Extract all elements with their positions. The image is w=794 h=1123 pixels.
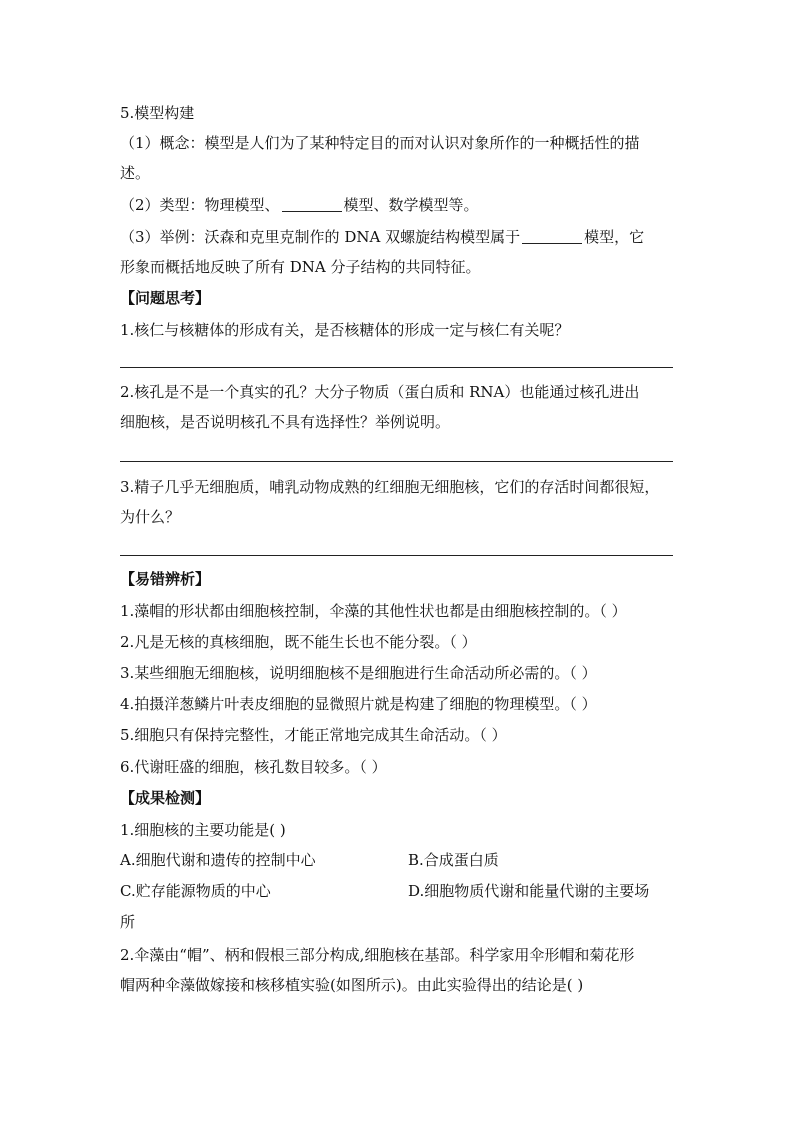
- answer-line-3: [120, 555, 673, 556]
- types-text-b: 模型、数学模型等。: [343, 196, 479, 214]
- option-d-continued: 所: [120, 913, 136, 931]
- example-text-b: 模型，它: [584, 228, 645, 246]
- error-item-3: 3.某些细胞无细胞核，说明细胞核不是细胞进行生命活动所必需的。（ ）: [120, 664, 597, 682]
- question-2-line-1: 2.核孔是不是一个真实的孔？大分子物质（蛋白质和 RNA）也能通过核孔进出: [120, 383, 640, 401]
- results-question-2-line-1: 2.伞藻由“帽”、柄和假根三部分构成,细胞核在基部。科学家用伞形帽和菊花形: [120, 946, 635, 964]
- example-line-1: [120, 227, 644, 247]
- option-c: C.贮存能源物质的中心: [120, 882, 271, 900]
- option-a: A.细胞代谢和遗传的控制中心: [120, 851, 316, 869]
- results-question-2-line-2: 帽两种伞藻做嫁接和核移植实验(如图所示)。由此实验得出的结论是( ): [120, 976, 584, 994]
- option-b: B.合成蛋白质: [408, 851, 499, 869]
- section-title-model-building: 5.模型构建: [120, 104, 195, 122]
- questions-header: 【问题思考】: [120, 289, 211, 307]
- error-item-6: 6.代谢旺盛的细胞，核孔数目较多。（ ）: [120, 758, 387, 776]
- error-item-5: 5.细胞只有保持完整性，才能正常地完成其生命活动。（ ）: [120, 726, 507, 744]
- example-text-a: （3）举例：沃森和克里克制作的 DNA 双螺旋结构模型属于: [120, 228, 521, 246]
- concept-line-1: （1）概念：模型是人们为了某种特定目的而对认识对象所作的一种概括性的描: [120, 134, 640, 152]
- question-3-line-1: 3.精子几乎无细胞质，哺乳动物成熟的红细胞无细胞核，它们的存活时间都很短，: [120, 478, 660, 496]
- answer-line-2: [120, 461, 673, 462]
- example-line-2: 形象而概括地反映了所有 DNA 分子结构的共同特征。: [120, 258, 481, 276]
- fill-blank-2: [522, 229, 582, 244]
- concept-line-2: 述。: [120, 164, 151, 182]
- types-text-a: （2）类型：物理模型、: [120, 196, 280, 214]
- results-question-1: 1.细胞核的主要功能是( ): [120, 821, 286, 839]
- answer-line-1: [120, 367, 673, 368]
- question-3-line-2: 为什么？: [120, 508, 181, 526]
- errors-header: 【易错辨析】: [120, 570, 211, 588]
- question-1: 1.核仁与核糖体的形成有关，是否核糖体的形成一定与核仁有关呢？: [120, 321, 570, 339]
- question-2-line-2: 细胞核，是否说明核孔不具有选择性？举例说明。: [120, 413, 451, 431]
- error-item-2: 2.凡是无核的真核细胞，既不能生长也不能分裂。（ ）: [120, 633, 477, 651]
- fill-blank-1: [282, 197, 342, 212]
- option-d: D.细胞物质代谢和能量代谢的主要场: [408, 882, 650, 900]
- types-line: [120, 195, 479, 215]
- error-item-4: 4.拍摄洋葱鳞片叶表皮细胞的显微照片就是构建了细胞的物理模型。（ ）: [120, 695, 597, 713]
- error-item-1: 1.藻帽的形状都由细胞核控制，伞藻的其他性状也都是由细胞核控制的。（ ）: [120, 602, 627, 620]
- results-header: 【成果检测】: [120, 789, 211, 807]
